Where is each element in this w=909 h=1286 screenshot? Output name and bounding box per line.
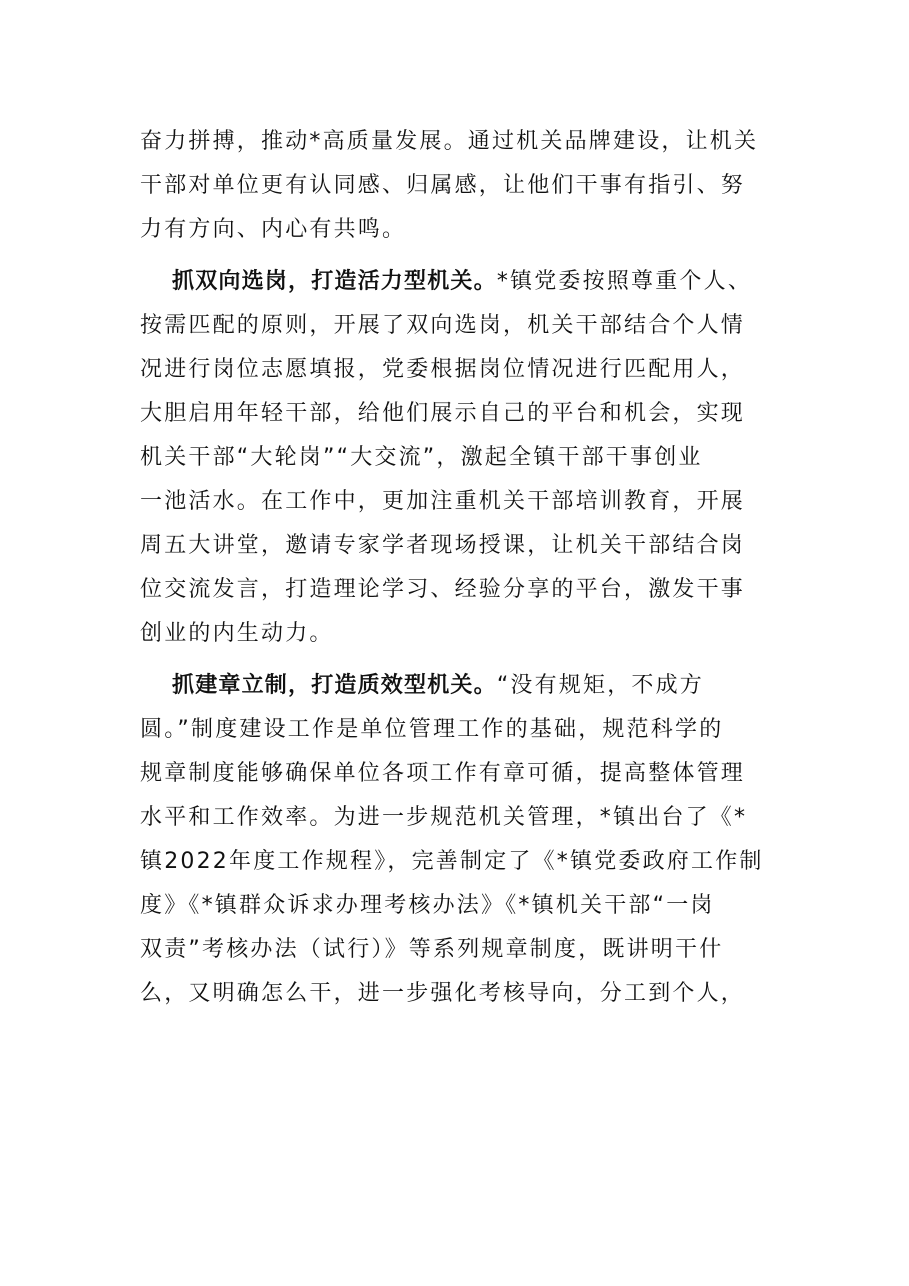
text-line: 机关干部“大轮岗”“大交流”，激起全镇干部干事创业 bbox=[140, 445, 703, 470]
text-line: 按需匹配的原则，开展了双向选岗，机关干部结合个人情 bbox=[140, 313, 746, 338]
text-line: 镇2022年度工作规程》，完善制定了《*镇党委政府工作制 bbox=[140, 849, 764, 874]
text-run: “没有规矩，不成方 bbox=[496, 673, 705, 698]
text-line: 水平和工作效率。为进一步规范机关管理，*镇出台了《* bbox=[140, 805, 748, 830]
text-line: 么，又明确怎么干，进一步强化考核导向，分工到个人， bbox=[140, 981, 746, 1006]
text-line: 度》《*镇群众诉求办理考核办法》《*镇机关干部“一岗 bbox=[140, 893, 715, 918]
text-line: 规章制度能够确保单位各项工作有章可循，提高整体管理 bbox=[140, 761, 746, 786]
text-line: 况进行岗位志愿填报，党委根据岗位情况进行匹配用人， bbox=[140, 357, 746, 382]
text-line: 位交流发言，打造理论学习、经验分享的平台，激发干事 bbox=[140, 577, 746, 602]
text-line: 圆。”制度建设工作是单位管理工作的基础，规范科学的 bbox=[140, 717, 724, 742]
body-text bbox=[140, 120, 780, 1018]
paragraph-first-line bbox=[140, 664, 780, 708]
text-line: 一池活水。在工作中，更加注重机关干部培训教育，开展 bbox=[140, 489, 746, 514]
paragraph-heading: 抓双向选岗，打造活力型机关。 bbox=[172, 269, 497, 294]
text-line: 大胆启用年轻干部，给他们展示自己的平台和机会，实现 bbox=[140, 401, 746, 426]
text-line: 创业的内生动力。 bbox=[140, 621, 334, 646]
paragraph-2 bbox=[140, 260, 780, 656]
paragraph-1 bbox=[140, 120, 780, 252]
text-line: 力有方向、内心有共鸣。 bbox=[140, 217, 407, 242]
text-line: 干部对单位更有认同感、归属感，让他们干事有指引、努 bbox=[140, 173, 746, 198]
text-line: 双责”考核办法（试行）》等系列规章制度，既讲明干什 bbox=[140, 937, 724, 962]
paragraph-3 bbox=[140, 664, 780, 1016]
paragraph-heading: 抓建章立制，打造质效型机关。 bbox=[172, 673, 497, 698]
text-run: *镇党委按照尊重个人、 bbox=[496, 269, 753, 294]
paragraph-first-line bbox=[140, 260, 780, 304]
text-line: 奋力拼搏，推动*高质量发展。通过机关品牌建设，让机关 bbox=[140, 129, 759, 154]
text-line: 周五大讲堂，邀请专家学者现场授课，让机关干部结合岗 bbox=[140, 533, 746, 558]
